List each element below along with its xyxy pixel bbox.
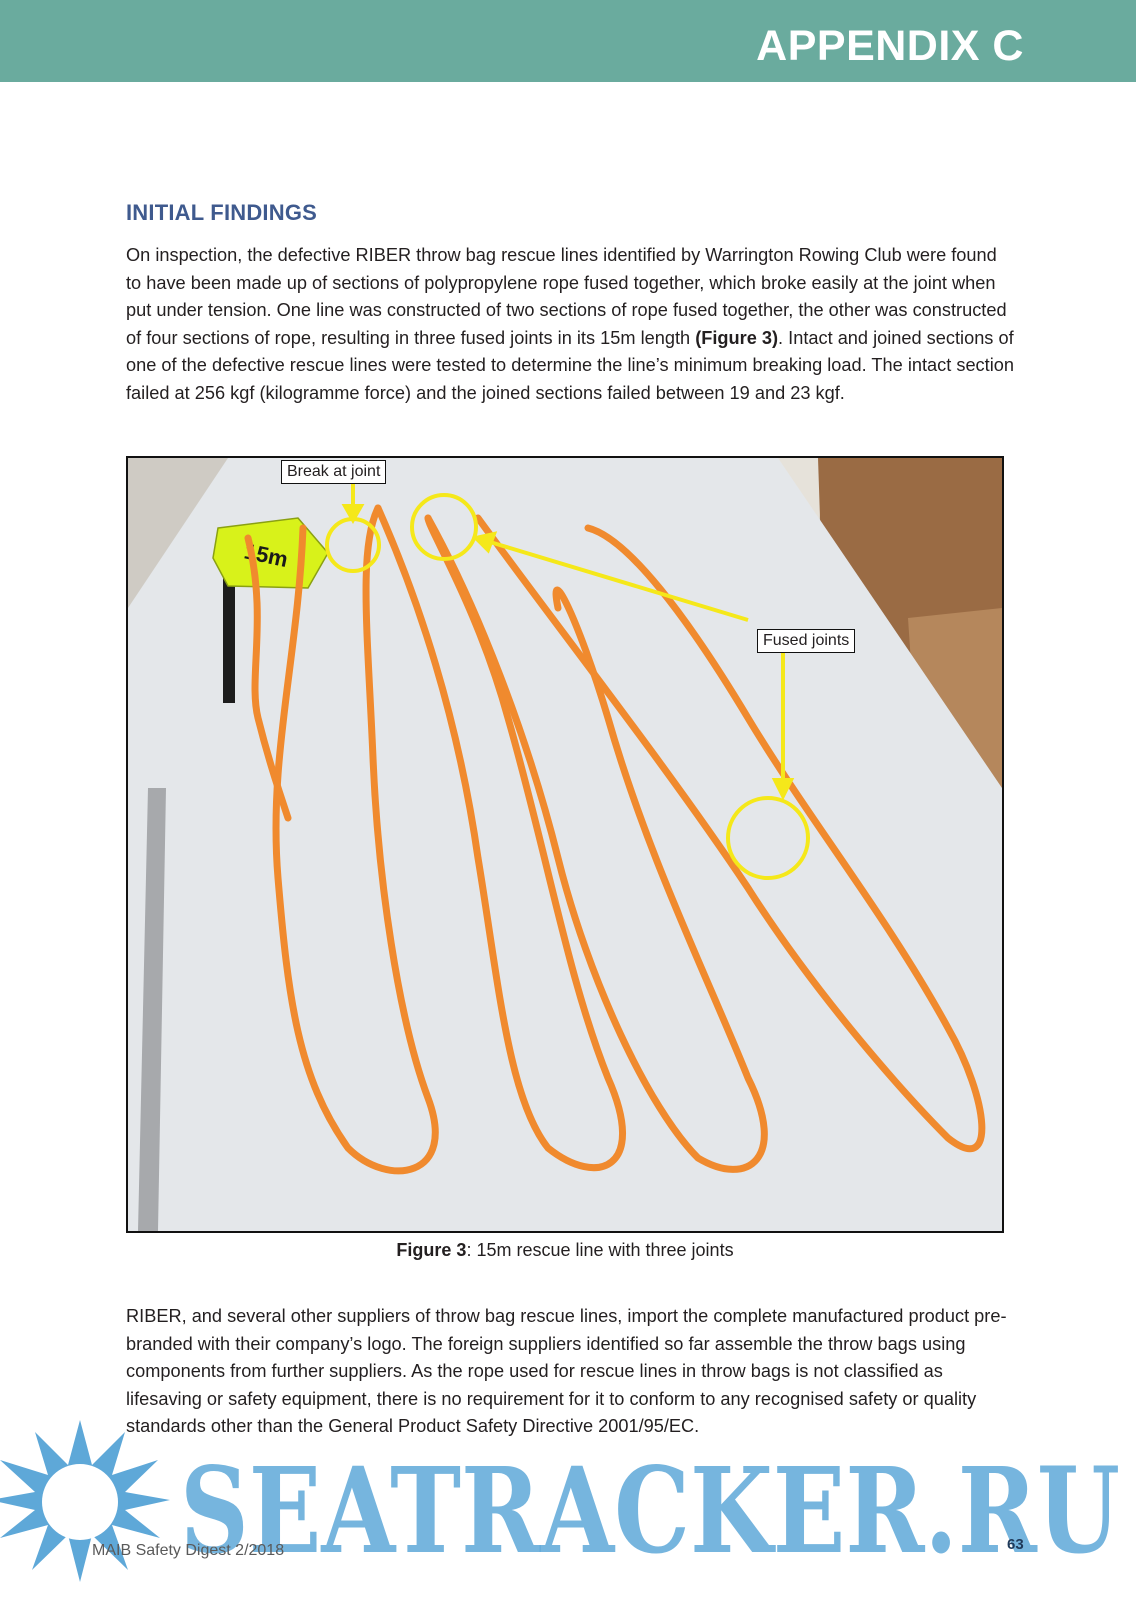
- page-number: 63: [1007, 1536, 1024, 1553]
- findings-text-start: On inspection, the defective RIBER throw bag rescue lines identified by Warrington Rowing Club were found to have been made up of sections of polypropylene rope fused together, which broke easily at the joint when put under tension. One line was constructed of two sections of rope fused together, the other was constructed of four sections of rope, resulting in three fused joints in its 15m length: [126, 245, 1007, 348]
- bag-label: 15m: [241, 538, 291, 573]
- figure-reference[interactable]: (Figure 3): [695, 327, 779, 348]
- watermark: [0, 1420, 1136, 1599]
- findings-text-end: . Intact and joined sections of one of the defective rescue lines were tested to determine the line’s minimum breaking load. The intact section failed at 256 kgf (kilogramme force) and the joined sections failed between 19 and 23 kgf.: [126, 327, 1014, 403]
- fused-joints-callout: Fused joints: [757, 629, 855, 653]
- rope-photo-illustration: [128, 458, 1002, 1231]
- appendix-title: APPENDIX C: [756, 22, 1024, 70]
- figure-3-photo: [126, 456, 1004, 1233]
- section-heading: INITIAL FINDINGS: [126, 200, 318, 225]
- suppliers-paragraph: RIBER, and several other suppliers of throw bag rescue lines, import the complete manufactured product pre-branded with their company’s logo. The foreign suppliers identified so far assemble the throw bags using components from further suppliers. As the rope used for rescue lines in throw bags is not classified as lifesaving or safety equipment, there is no requirement for it to conform to any recognised safety or quality standards other than the General Product Safety Directive 2001/95/EC.: [126, 1306, 1007, 1436]
- figure-caption: [126, 1240, 1004, 1261]
- findings-paragraph: [126, 242, 1016, 407]
- sun-center: [42, 1464, 118, 1540]
- caption-text: : 15m rescue line with three joints: [466, 1240, 734, 1260]
- break-at-joint-callout: Break at joint: [281, 460, 386, 484]
- caption-label: Figure 3: [396, 1240, 467, 1260]
- watermark-text: SEATRACKER.RU: [180, 1441, 1120, 1580]
- footer-publication: MAIB Safety Digest 2/2018: [92, 1542, 285, 1559]
